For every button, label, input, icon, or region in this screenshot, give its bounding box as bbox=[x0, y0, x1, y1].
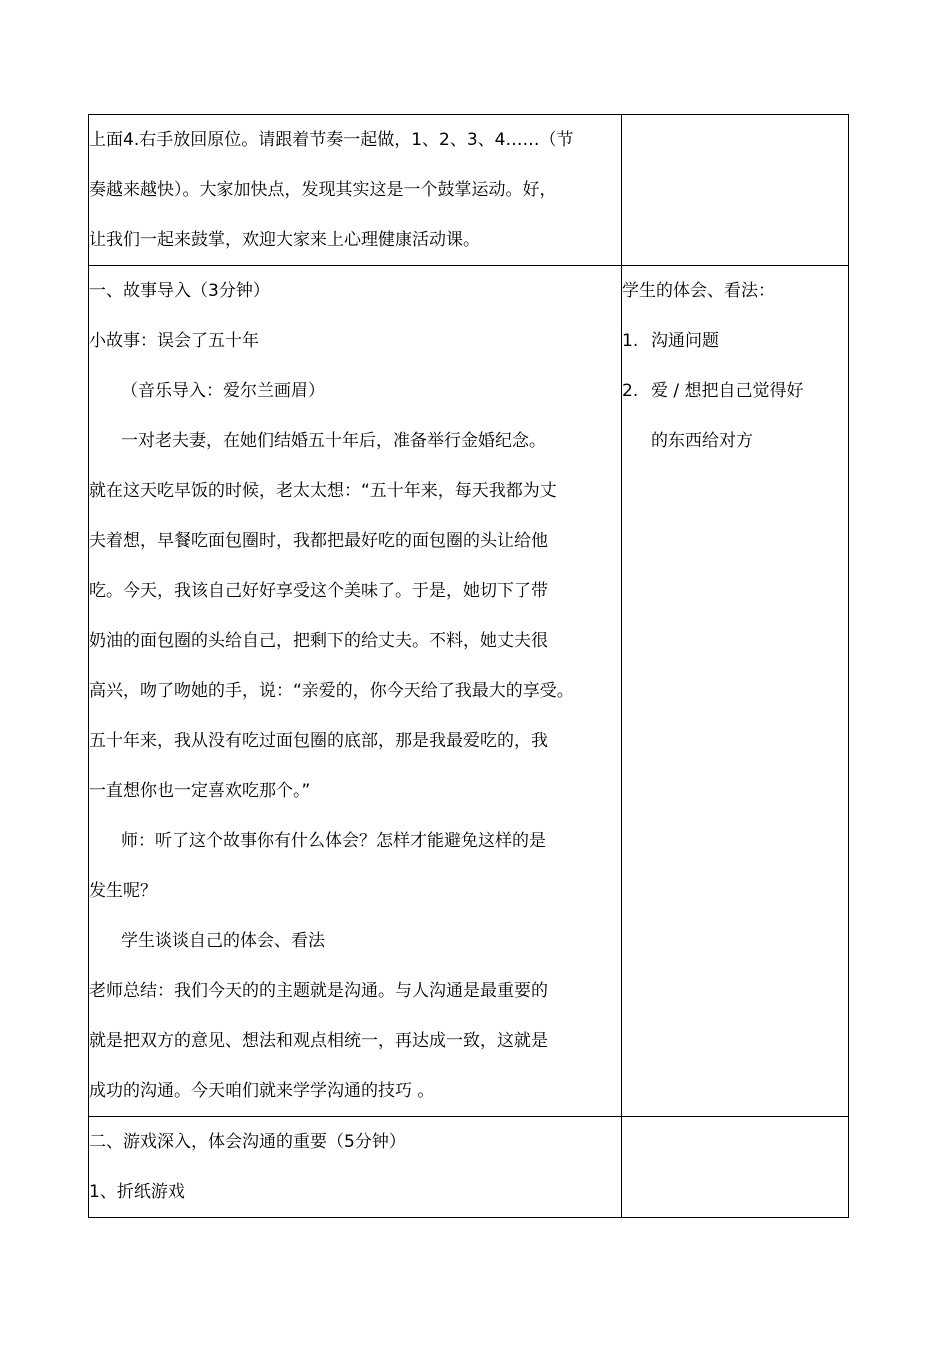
story-line: 高兴，吻了吻她的手，说：“亲爱的，你今天给了我最大的享受。 bbox=[89, 681, 574, 701]
story-title: 小故事：误会了五十年 bbox=[89, 331, 259, 351]
table-row bbox=[89, 266, 849, 1117]
intro-notes-cell bbox=[622, 115, 849, 266]
teacher-question: 发生呢？ bbox=[89, 881, 157, 901]
story-line: 夫着想，早餐吃面包圈时，我都把最好吃的面包圈的头让给他 bbox=[89, 531, 548, 551]
text-line: 上面4.右手放回原位。请跟着节奏一起做，1、2、3、4……（节 bbox=[89, 130, 574, 150]
music-note: （音乐导入：爱尔兰画眉） bbox=[121, 381, 325, 401]
summary-line: 老师总结：我们今天的的主题就是沟通。与人沟通是最重要的 bbox=[89, 981, 548, 1001]
item-text: 沟通问题 bbox=[651, 331, 719, 351]
story-line: 五十年来，我从没有吃过面包圈的底部，那是我最爱吃的，我 bbox=[89, 731, 548, 751]
item-number: 2. bbox=[622, 381, 639, 401]
table-row bbox=[89, 115, 849, 266]
notes-item bbox=[622, 366, 848, 416]
story-line: 就在这天吃早饭的时候，老太太想：“五十年来，每天我都为丈 bbox=[89, 481, 557, 501]
story-line: 一直想你也一定喜欢吃那个。” bbox=[89, 781, 311, 801]
item-number: 1. bbox=[622, 331, 639, 351]
text-line: 让我们一起来鼓掌，欢迎大家来上心理健康活动课。 bbox=[89, 230, 480, 250]
notes-heading: 学生的体会、看法： bbox=[622, 281, 775, 301]
game-item: 1、折纸游戏 bbox=[89, 1182, 185, 1202]
story-notes-cell bbox=[622, 266, 849, 1117]
section-heading: 二、游戏深入，体会沟通的重要（5分钟） bbox=[89, 1132, 406, 1152]
summary-line: 成功的沟通。今天咱们就来学学沟通的技巧 。 bbox=[89, 1081, 435, 1101]
text-line: 奏越来越快）。大家加快点，发现其实这是一个鼓掌运动。好， bbox=[89, 180, 557, 200]
game-cell bbox=[89, 1117, 622, 1218]
section-heading: 一、故事导入（3分钟） bbox=[89, 281, 270, 301]
story-line: 一对老夫妻，在她们结婚五十年后，准备举行金婚纪念。 bbox=[121, 431, 546, 451]
story-line: 奶油的面包圈的头给自己，把剩下的给丈夫。不料，她丈夫很 bbox=[89, 631, 548, 651]
story-cell bbox=[89, 266, 622, 1117]
table-row bbox=[89, 1117, 849, 1218]
intro-cell bbox=[89, 115, 622, 266]
teacher-question: 师：听了这个故事你有什么体会？怎样才能避免这样的是 bbox=[121, 831, 546, 851]
notes-item bbox=[622, 316, 848, 366]
student-activity: 学生谈谈自己的体会、看法 bbox=[121, 931, 325, 951]
item-text: 爱 / 想把自己觉得好 bbox=[651, 381, 804, 401]
item-continuation: 的东西给对方 bbox=[651, 431, 753, 451]
game-notes-cell bbox=[622, 1117, 849, 1218]
lesson-plan-table bbox=[88, 114, 849, 1218]
story-line: 吃。今天，我该自己好好享受这个美味了。于是，她切下了带 bbox=[89, 581, 548, 601]
summary-line: 就是把双方的意见、想法和观点相统一，再达成一致，这就是 bbox=[89, 1031, 548, 1051]
